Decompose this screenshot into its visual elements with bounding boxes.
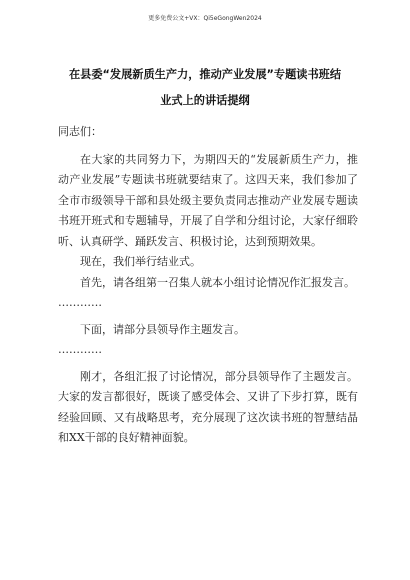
paragraph-ceremony: 现在，我们举行结业式。 <box>80 255 201 268</box>
paragraph-opening: 在大家的共同努力下，为期四天的“发展新质生产力，推动产业发展”专题读书班就要结束了。这四天来，我们参加了全市市级领导干部和县处级主要负责同志推动产业发展专题读书班开班式和专题辅导，开展了自学和分组讨论，大家仔细聆听、认真研学、踊跃发言、积极讨论，达到预期效果。 <box>58 152 358 248</box>
paragraph-summary: 刚才，各组汇报了讨论情况，部分县领导作了主题发言。大家的发言都很好，既谈了感受体会、又讲了下步打算，既有经验回顾、又有战略思考，充分展现了这次读书班的智慧结晶和XX干部的良好精神面貌。 <box>58 369 358 444</box>
document-body <box>58 122 358 449</box>
ellipsis-2: ………… <box>58 343 102 356</box>
paragraph-group-reports: 首先，请各组第一召集人就本小组讨论情况作汇报发言。 <box>80 275 355 289</box>
paragraph-leader-speeches: 下面，请部分县领导作主题发言。 <box>80 322 245 336</box>
document-title <box>58 62 352 114</box>
title-line-1: 在县委“发展新质生产力，推动产业发展”专题读书班结 <box>68 68 342 81</box>
salutation: 同志们： <box>58 125 102 138</box>
header-note: 更多免费公文+VX：Qi5eGongWen2024 <box>148 15 262 22</box>
ellipsis-1: ………… <box>58 296 102 309</box>
title-line-2: 业式上的讲话提纲 <box>160 94 250 107</box>
